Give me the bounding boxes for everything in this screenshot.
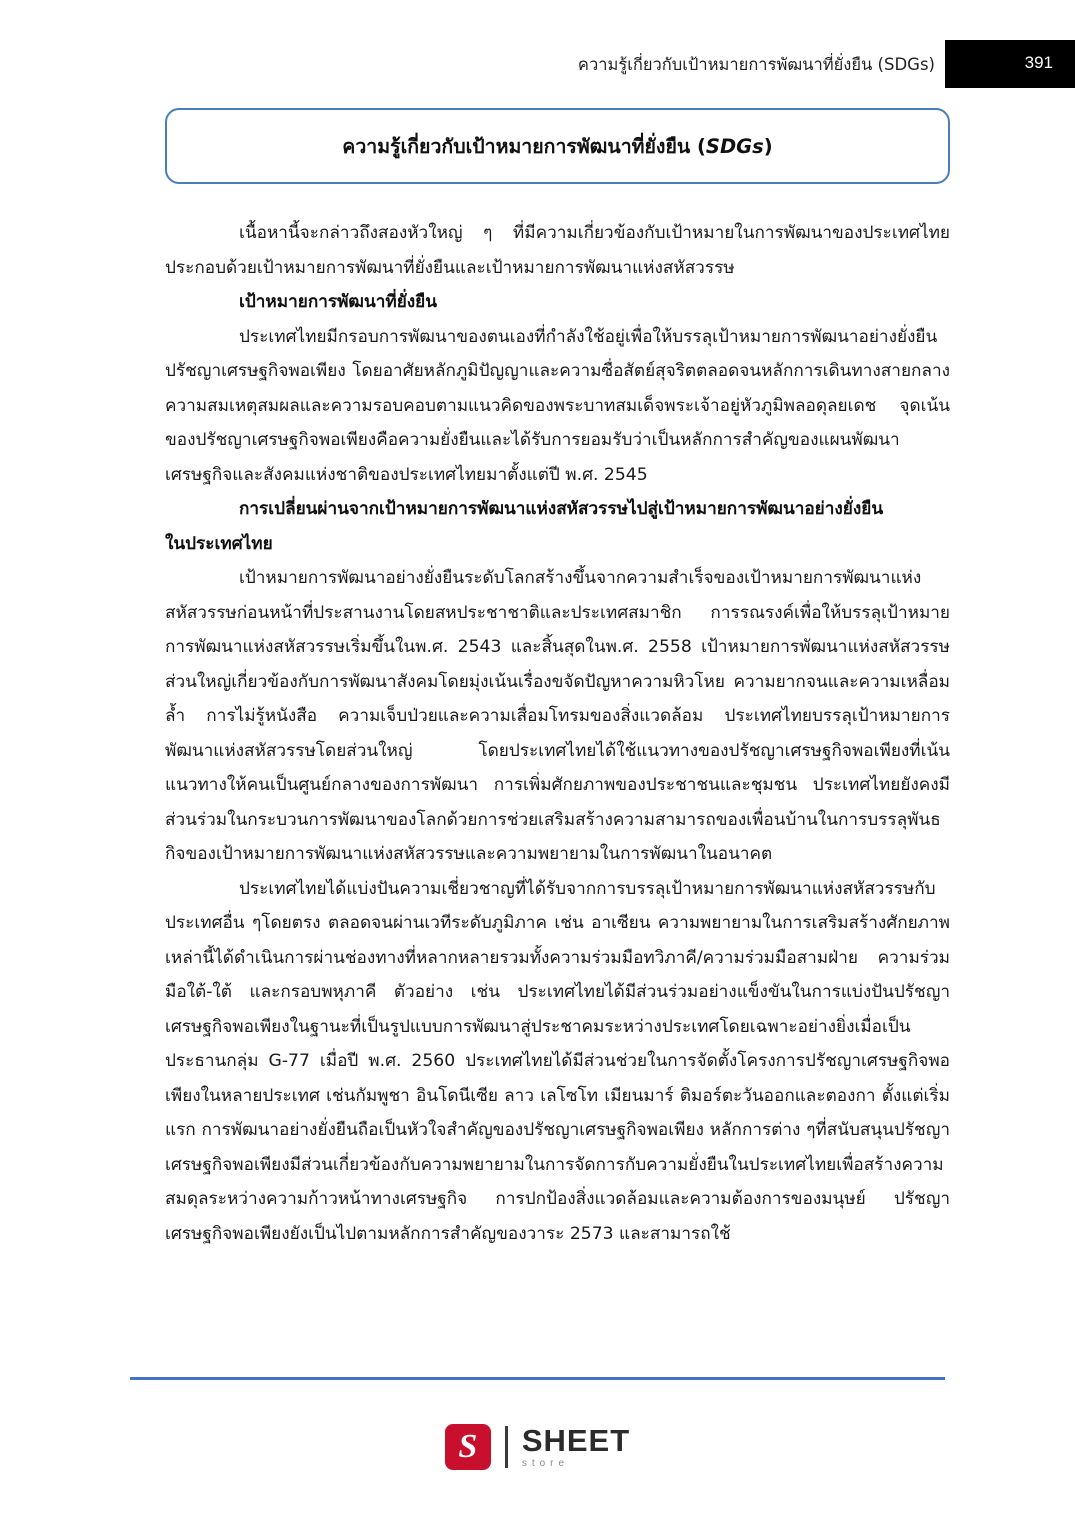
section-heading-sdg: เป้าหมายการพัฒนาที่ยั่งยืน <box>239 292 437 312</box>
paragraph-knowledge-sharing: ประเทศไทยได้แบ่งปันความเชี่ยวชาญที่ได้รับจากการบรรลุเป้าหมายการพัฒนาแห่งสหัสวรรษกับประเทศอื่น ๆโดยตรง ตลอดจนผ่านเวทีระดับภูมิภาค เช่น อาเซียน ความพยายามในการเสริมสร้างศักยภาพเหล่านี้ได้ดำเนินการผ่านช่องทางที่หลากหลายรวมทั้งความร่วมมือทวิภาคี/ความร่วมมือสามฝ่าย ความร่วมมือใต้-ใต้ และกรอบพหุภาคี ตัวอย่าง เช่น ประเทศไทยได้มีส่วนร่วมอย่างแข็งขันในการแบ่งปันปรัชญาเศรษฐกิจพอเพียงในฐานะที่เป็นรูปแบบการพัฒนาสู่ประชาคมระหว่างประเทศโดยเฉพาะอย่างยิ่งเมื่อเป็นประธานกลุ่ม G-77 เมื่อปี พ.ศ. 2560 ประเทศไทยได้มีส่วนช่วยในการจัดตั้งโครงการปรัชญาเศรษฐกิจพอเพียงในหลายประเทศ เช่นกัมพูชา อินโดนีเซีย ลาว เลโซโท เมียนมาร์ ติมอร์ตะวันออกและตองกา ตั้งแต่เริ่มแรก การพัฒนาอย่างยั่งยืนถือเป็นหัวใจสำคัญของปรัชญาเศรษฐกิจพอเพียง หลักการต่าง ๆที่สนับสนุนปรัชญาเศรษฐกิจพอเพียงมีส่วนเกี่ยวข้องกับความพยายามในการจัดการกับความยั่งยืนในประเทศไทยเพื่อสร้างความสมดุลระหว่างความก้าวหน้าทางเศรษฐกิจ การปกป้องสิ่งแวดล้อมและความต้องการของมนุษย์ ปรัชญาเศรษฐกิจพอเพียงยังเป็นไปตามหลักการสำคัญของวาระ 2573 และสามารถใช้ <box>165 878 950 1244</box>
footer-divider <box>130 1377 945 1380</box>
chapter-title-main: ความรู้เกี่ยวกับเป้าหมายการพัฒนาที่ยั่งยืน ( <box>342 134 706 158</box>
sheet-logo-icon: S <box>445 1424 491 1470</box>
page-number: 391 <box>1024 53 1053 72</box>
logo-wordmark <box>522 1425 630 1469</box>
logo-brand-name: SHEET <box>521 1423 631 1458</box>
chapter-title-italic: SDGs <box>705 134 764 158</box>
page-number-box <box>945 40 1075 88</box>
logo-brand-sub: store <box>521 1458 570 1469</box>
section-heading-transition-line2: ในประเทศไทย <box>165 533 273 554</box>
paragraph-sufficiency-economy: ประเทศไทยมีกรอบการพัฒนาของตนเองที่กำลังใช้อยู่เพื่อให้บรรลุเป้าหมายการพัฒนาอย่างยั่งยืน ปรัชญาเศรษฐกิจพอเพียง โดยอาศัยหลักภูมิปัญญาและความซื่อสัตย์สุจริตตลอดจนหลักการเดินทางสายกลาง ความสมเหตุสมผลและความรอบคอบตามแนวคิดของพระบาทสมเด็จพระเจ้าอยู่หัวภูมิพลอดุลยเดช จุดเน้นของปรัชญาเศรษฐกิจพอเพียงคือความยั่งยืนและได้รับการยอมรับว่าเป็นหลักการสำคัญของแผนพัฒนาเศรษฐกิจและสังคมแห่งชาติของประเทศไทยมาตั้งแต่ปี พ.ศ. 2545 <box>165 326 950 485</box>
logo-divider <box>505 1426 508 1468</box>
footer-logo <box>0 1412 1075 1482</box>
document-body <box>165 216 950 1251</box>
chapter-title <box>342 131 772 162</box>
paragraph-intro: เนื้อหานี้จะกล่าวถึงสองหัวใหญ่ ๆ ที่มีความเกี่ยวข้องกับเป้าหมายในการพัฒนาของประเทศไทย ประกอบด้วยเป้าหมายการพัฒนาที่ยั่งยืนและเป้าหมายการพัฒนาแห่งสหัสวรรษ <box>165 223 950 278</box>
header-running-title: ความรู้เกี่ยวกับเป้าหมายการพัฒนาที่ยั่งยืน (SDGs) <box>577 55 935 74</box>
page-header <box>0 40 1075 88</box>
section-heading-transition-line1: การเปลี่ยนผ่านจากเป้าหมายการพัฒนาแห่งสหัสวรรษไปสู่เป้าหมายการพัฒนาอย่างยั่งยืน <box>239 499 884 519</box>
chapter-title-tail: ) <box>763 134 773 158</box>
chapter-title-box <box>165 108 950 184</box>
paragraph-mdg-to-sdg: เป้าหมายการพัฒนาอย่างยั่งยืนระดับโลกสร้างขึ้นจากความสำเร็จของเป้าหมายการพัฒนาแห่งสหัสวรรษก่อนหน้าที่ประสานงานโดยสหประชาชาติและประเทศสมาชิก การรณรงค์เพื่อให้บรรลุเป้าหมายการพัฒนาแห่งสหัสวรรษเริ่มขึ้นในพ.ศ. 2543 และสิ้นสุดในพ.ศ. 2558 เป้าหมายการพัฒนาแห่งสหัสวรรษส่วนใหญ่เกี่ยวข้องกับการพัฒนาสังคมโดยมุ่งเน้นเรื่องขจัดปัญหาความหิวโหย ความยากจนและความเหลื่อมล้ำ การไม่รู้หนังสือ ความเจ็บป่วยและความเสื่อมโทรมของสิ่งแวดล้อม ประเทศไทยบรรลุเป้าหมายการพัฒนาแห่งสหัสวรรษโดยส่วนใหญ่ โดยประเทศไทยได้ใช้แนวทางของปรัชญาเศรษฐกิจพอเพียงที่เน้นแนวทางให้คนเป็นศูนย์กลางของการพัฒนา การเพิ่มศักยภาพของประชาชนและชุมชน ประเทศไทยยังคงมีส่วนร่วมในกระบวนการพัฒนาของโลกด้วยการช่วยเสริมสร้างความสามารถของเพื่อนบ้านในการบรรลุพันธกิจของเป้าหมายการพัฒนาแห่งสหัสวรรษและความพยายามในการพัฒนาในอนาคต <box>165 568 950 864</box>
